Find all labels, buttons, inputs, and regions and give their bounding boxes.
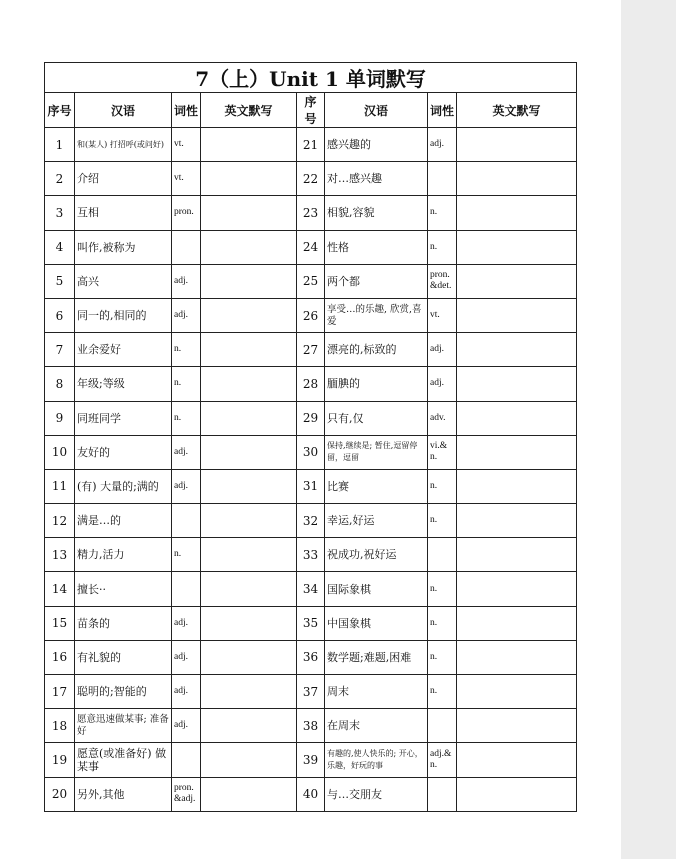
- part-of-speech: n.: [428, 469, 457, 503]
- chinese-meaning: 愿意迅速做某事; 准备好: [75, 709, 172, 743]
- english-answer-cell[interactable]: [457, 162, 577, 196]
- chinese-meaning: 国际象棋: [325, 572, 428, 606]
- english-answer-cell[interactable]: [201, 504, 297, 538]
- item-number: 8: [45, 367, 75, 401]
- item-number: 35: [297, 606, 325, 640]
- part-of-speech: n.: [428, 572, 457, 606]
- part-of-speech: [172, 230, 201, 264]
- item-number: 34: [297, 572, 325, 606]
- item-number: 26: [297, 298, 325, 332]
- item-number: 23: [297, 196, 325, 230]
- item-number: 7: [45, 333, 75, 367]
- table-row: [45, 196, 577, 230]
- part-of-speech: n.: [428, 640, 457, 674]
- header-number: 序号: [45, 93, 75, 128]
- part-of-speech: adj.: [172, 709, 201, 743]
- header-row: [45, 93, 577, 128]
- english-answer-cell[interactable]: [457, 640, 577, 674]
- table-row: [45, 230, 577, 264]
- header-english-dictation: 英文默写: [201, 93, 297, 128]
- table-row: [45, 504, 577, 538]
- right-gray-margin: [621, 0, 676, 859]
- table-row: [45, 469, 577, 503]
- english-answer-cell[interactable]: [457, 128, 577, 162]
- table-row: [45, 401, 577, 435]
- table-row: [45, 709, 577, 743]
- part-of-speech: vi.& n.: [428, 435, 457, 469]
- english-answer-cell[interactable]: [201, 162, 297, 196]
- item-number: 1: [45, 128, 75, 162]
- chinese-meaning: 聪明的;智能的: [75, 675, 172, 709]
- part-of-speech: adj.: [428, 333, 457, 367]
- english-answer-cell[interactable]: [457, 538, 577, 572]
- item-number: 9: [45, 401, 75, 435]
- english-answer-cell[interactable]: [457, 367, 577, 401]
- english-answer-cell[interactable]: [457, 333, 577, 367]
- part-of-speech: adj.: [172, 675, 201, 709]
- english-answer-cell[interactable]: [201, 264, 297, 298]
- item-number: 31: [297, 469, 325, 503]
- chinese-meaning: 业余爱好: [75, 333, 172, 367]
- english-answer-cell[interactable]: [457, 777, 577, 811]
- english-answer-cell[interactable]: [201, 230, 297, 264]
- part-of-speech: n.: [428, 196, 457, 230]
- english-answer-cell[interactable]: [201, 709, 297, 743]
- table-row: [45, 298, 577, 332]
- item-number: 36: [297, 640, 325, 674]
- english-answer-cell[interactable]: [457, 504, 577, 538]
- part-of-speech: adj.: [172, 264, 201, 298]
- english-answer-cell[interactable]: [457, 675, 577, 709]
- chinese-meaning: 幸运,好运: [325, 504, 428, 538]
- part-of-speech: n.: [428, 504, 457, 538]
- part-of-speech: [172, 504, 201, 538]
- chinese-meaning: 愿意(或准备好) 做某事: [75, 743, 172, 777]
- table-row: [45, 606, 577, 640]
- table-row: [45, 128, 577, 162]
- chinese-meaning: 比赛: [325, 469, 428, 503]
- chinese-meaning: 数学题;难题,困难: [325, 640, 428, 674]
- part-of-speech: vt.: [428, 298, 457, 332]
- part-of-speech: n.: [172, 333, 201, 367]
- english-answer-cell[interactable]: [457, 743, 577, 777]
- item-number: 33: [297, 538, 325, 572]
- table-row: [45, 162, 577, 196]
- part-of-speech: pron.: [172, 196, 201, 230]
- item-number: 6: [45, 298, 75, 332]
- item-number: 29: [297, 401, 325, 435]
- part-of-speech: [172, 743, 201, 777]
- table-row: [45, 333, 577, 367]
- table-row: [45, 777, 577, 811]
- item-number: 15: [45, 606, 75, 640]
- item-number: 39: [297, 743, 325, 777]
- header-chinese: 汉语: [75, 93, 172, 128]
- part-of-speech: n.: [428, 230, 457, 264]
- part-of-speech: adj.: [172, 298, 201, 332]
- item-number: 2: [45, 162, 75, 196]
- chinese-meaning: 高兴: [75, 264, 172, 298]
- english-answer-cell[interactable]: [457, 196, 577, 230]
- item-number: 4: [45, 230, 75, 264]
- chinese-meaning: 介绍: [75, 162, 172, 196]
- table-row: [45, 640, 577, 674]
- item-number: 38: [297, 709, 325, 743]
- table-row: [45, 743, 577, 777]
- chinese-meaning: 保持,继续是; 暂住,逗留停留，逗留: [325, 435, 428, 469]
- chinese-meaning: 满是…的: [75, 504, 172, 538]
- chinese-meaning: 两个都: [325, 264, 428, 298]
- english-answer-cell[interactable]: [201, 469, 297, 503]
- english-answer-cell[interactable]: [457, 709, 577, 743]
- part-of-speech: adv.: [428, 401, 457, 435]
- part-of-speech: vt.: [172, 162, 201, 196]
- chinese-meaning: 友好的: [75, 435, 172, 469]
- chinese-meaning: 有趣的,使人快乐的; 开心，乐趣，好玩的事: [325, 743, 428, 777]
- part-of-speech: n.: [172, 538, 201, 572]
- part-of-speech: [428, 709, 457, 743]
- item-number: 27: [297, 333, 325, 367]
- english-answer-cell[interactable]: [201, 333, 297, 367]
- chinese-meaning: 相貌,容貌: [325, 196, 428, 230]
- part-of-speech: pron. &adj.: [172, 777, 201, 811]
- table-row: [45, 538, 577, 572]
- item-number: 20: [45, 777, 75, 811]
- english-answer-cell[interactable]: [457, 298, 577, 332]
- chinese-meaning: 周末: [325, 675, 428, 709]
- item-number: 21: [297, 128, 325, 162]
- item-number: 10: [45, 435, 75, 469]
- item-number: 40: [297, 777, 325, 811]
- table-row: [45, 675, 577, 709]
- chinese-meaning: 祝成功,祝好运: [325, 538, 428, 572]
- chinese-meaning: 另外,其他: [75, 777, 172, 811]
- chinese-meaning: 对…感兴趣: [325, 162, 428, 196]
- english-answer-cell[interactable]: [457, 401, 577, 435]
- header-part-of-speech: 词性: [172, 93, 201, 128]
- table-row: [45, 264, 577, 298]
- chinese-meaning: 叫作,被称为: [75, 230, 172, 264]
- item-number: 25: [297, 264, 325, 298]
- table-row: [45, 367, 577, 401]
- table-row: [45, 435, 577, 469]
- part-of-speech: [428, 538, 457, 572]
- part-of-speech: adj.: [172, 606, 201, 640]
- english-answer-cell[interactable]: [201, 401, 297, 435]
- chinese-meaning: 中国象棋: [325, 606, 428, 640]
- english-answer-cell[interactable]: [201, 675, 297, 709]
- item-number: 5: [45, 264, 75, 298]
- chinese-meaning: 苗条的: [75, 606, 172, 640]
- chinese-meaning: 擅长··: [75, 572, 172, 606]
- item-number: 32: [297, 504, 325, 538]
- item-number: 28: [297, 367, 325, 401]
- item-number: 18: [45, 709, 75, 743]
- part-of-speech: adj.: [172, 640, 201, 674]
- item-number: 37: [297, 675, 325, 709]
- english-answer-cell[interactable]: [201, 743, 297, 777]
- sheet-title: 7（上）Unit 1 单词默写: [45, 63, 577, 93]
- part-of-speech: adj.: [428, 367, 457, 401]
- header-chinese: 汉语: [325, 93, 428, 128]
- english-answer-cell[interactable]: [201, 298, 297, 332]
- chinese-meaning: 只有,仅: [325, 401, 428, 435]
- english-answer-cell[interactable]: [457, 230, 577, 264]
- part-of-speech: [428, 777, 457, 811]
- part-of-speech: adj.& n.: [428, 743, 457, 777]
- part-of-speech: adj.: [428, 128, 457, 162]
- english-answer-cell[interactable]: [201, 538, 297, 572]
- chinese-meaning: 感兴趣的: [325, 128, 428, 162]
- table-body: [45, 128, 577, 812]
- english-answer-cell[interactable]: [201, 777, 297, 811]
- chinese-meaning: (有) 大量的;满的: [75, 469, 172, 503]
- english-answer-cell[interactable]: [201, 367, 297, 401]
- item-number: 3: [45, 196, 75, 230]
- english-answer-cell[interactable]: [457, 606, 577, 640]
- english-answer-cell[interactable]: [201, 572, 297, 606]
- part-of-speech: n.: [172, 367, 201, 401]
- item-number: 16: [45, 640, 75, 674]
- english-answer-cell[interactable]: [201, 196, 297, 230]
- item-number: 24: [297, 230, 325, 264]
- item-number: 30: [297, 435, 325, 469]
- chinese-meaning: 与…交朋友: [325, 777, 428, 811]
- english-answer-cell[interactable]: [201, 640, 297, 674]
- item-number: 19: [45, 743, 75, 777]
- part-of-speech: n.: [428, 675, 457, 709]
- english-answer-cell[interactable]: [457, 435, 577, 469]
- chinese-meaning: 精力,活力: [75, 538, 172, 572]
- english-answer-cell[interactable]: [457, 264, 577, 298]
- english-answer-cell[interactable]: [201, 435, 297, 469]
- english-answer-cell[interactable]: [457, 469, 577, 503]
- header-number: 序号: [297, 93, 325, 128]
- chinese-meaning: 年级;等级: [75, 367, 172, 401]
- part-of-speech: n.: [172, 401, 201, 435]
- chinese-meaning: 同班同学: [75, 401, 172, 435]
- chinese-meaning: 漂亮的,标致的: [325, 333, 428, 367]
- english-answer-cell[interactable]: [201, 128, 297, 162]
- part-of-speech: vt.: [172, 128, 201, 162]
- chinese-meaning: 和(某人) 打招呼(或问好): [75, 128, 172, 162]
- part-of-speech: [428, 162, 457, 196]
- table-row: [45, 572, 577, 606]
- english-answer-cell[interactable]: [201, 606, 297, 640]
- chinese-meaning: 享受…的乐趣, 欣赏,喜爱: [325, 298, 428, 332]
- item-number: 14: [45, 572, 75, 606]
- part-of-speech: [172, 572, 201, 606]
- part-of-speech: adj.: [172, 469, 201, 503]
- chinese-meaning: 性格: [325, 230, 428, 264]
- word-dictation-table: [44, 62, 577, 812]
- chinese-meaning: 有礼貌的: [75, 640, 172, 674]
- part-of-speech: n.: [428, 606, 457, 640]
- chinese-meaning: 同一的,相同的: [75, 298, 172, 332]
- part-of-speech: pron. &det.: [428, 264, 457, 298]
- item-number: 12: [45, 504, 75, 538]
- chinese-meaning: 腼腆的: [325, 367, 428, 401]
- chinese-meaning: 互相: [75, 196, 172, 230]
- header-part-of-speech: 词性: [428, 93, 457, 128]
- part-of-speech: adj.: [172, 435, 201, 469]
- item-number: 11: [45, 469, 75, 503]
- header-english-dictation: 英文默写: [457, 93, 577, 128]
- item-number: 17: [45, 675, 75, 709]
- english-answer-cell[interactable]: [457, 572, 577, 606]
- item-number: 13: [45, 538, 75, 572]
- chinese-meaning: 在周末: [325, 709, 428, 743]
- item-number: 22: [297, 162, 325, 196]
